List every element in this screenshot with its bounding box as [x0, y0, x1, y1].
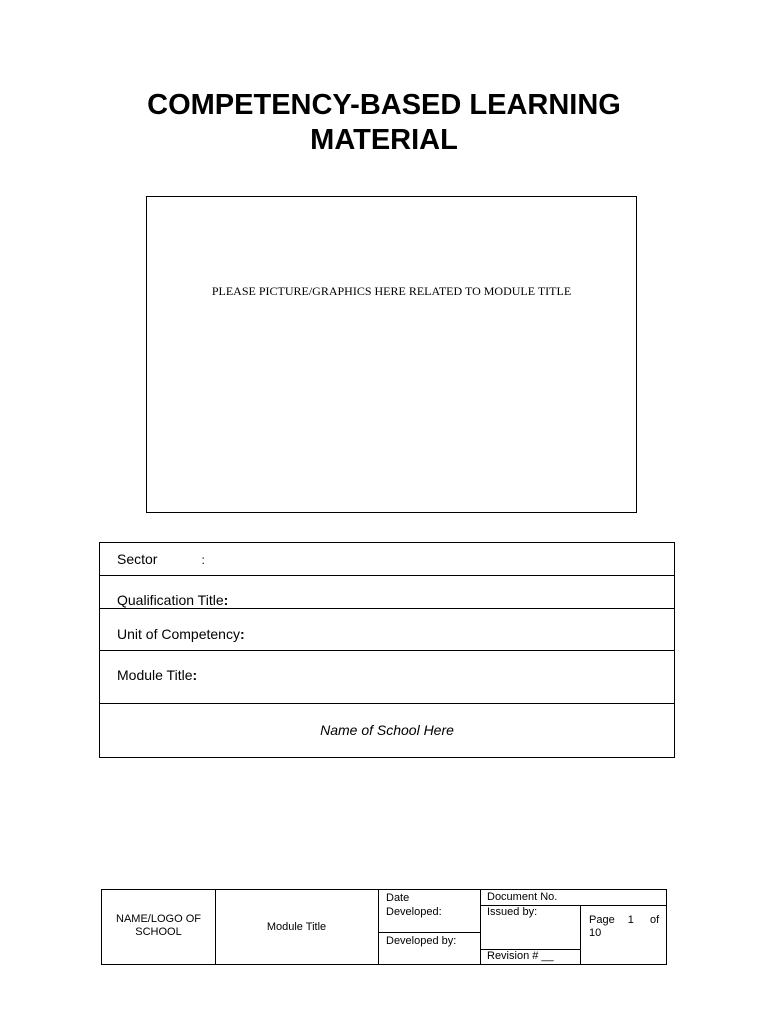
unit-field	[117, 626, 245, 642]
issued-by-label: Issued by:	[487, 906, 538, 918]
developed-label: Developed:	[386, 906, 442, 918]
sector-row	[100, 543, 674, 576]
unit-colon: :	[239, 626, 245, 642]
unit-label: Unit of Competency	[117, 626, 240, 642]
footer-module-title: Module Title	[266, 921, 327, 933]
sector-field	[117, 551, 205, 567]
title-line-1: COMPETENCY-BASED LEARNING	[147, 89, 621, 121]
school-name: Name of School Here	[320, 722, 454, 738]
module-title-field	[117, 667, 197, 683]
footer-table	[101, 889, 667, 965]
title-line-2: MATERIAL	[310, 124, 458, 156]
document-title	[0, 88, 768, 158]
qualification-field	[117, 592, 228, 608]
sector-colon: :	[201, 553, 205, 567]
page-total: 10	[589, 927, 602, 939]
logo-line-2: SCHOOL	[135, 926, 182, 938]
page-current: 1	[627, 914, 634, 926]
date-developed-cell	[386, 891, 442, 919]
module-title-colon: :	[192, 667, 198, 683]
developed-by-label: Developed by:	[386, 935, 457, 947]
module-info-table	[99, 542, 675, 758]
page-of: of	[649, 914, 660, 926]
page-number-cell	[589, 914, 663, 940]
school-row	[100, 704, 674, 757]
qualification-label: Qualification Title	[117, 592, 224, 608]
picture-placeholder-box	[146, 196, 637, 513]
document-no-label: Document No.	[487, 891, 558, 903]
module-title-label: Module Title	[117, 667, 193, 683]
logo-line-1: NAME/LOGO OF	[116, 913, 201, 925]
school-logo-cell	[102, 913, 215, 939]
picture-placeholder-text: PLEASE PICTURE/GRAPHICS HERE RELATED TO MODULE TITLE	[211, 284, 572, 298]
page-label: Page	[589, 914, 615, 926]
revision-label: Revision # __	[487, 950, 554, 962]
qualification-colon: :	[223, 592, 229, 608]
sector-label: Sector	[117, 551, 158, 567]
unit-row	[100, 609, 674, 651]
date-label: Date	[386, 892, 410, 904]
module-title-row	[100, 651, 674, 704]
qualification-row	[100, 576, 674, 609]
